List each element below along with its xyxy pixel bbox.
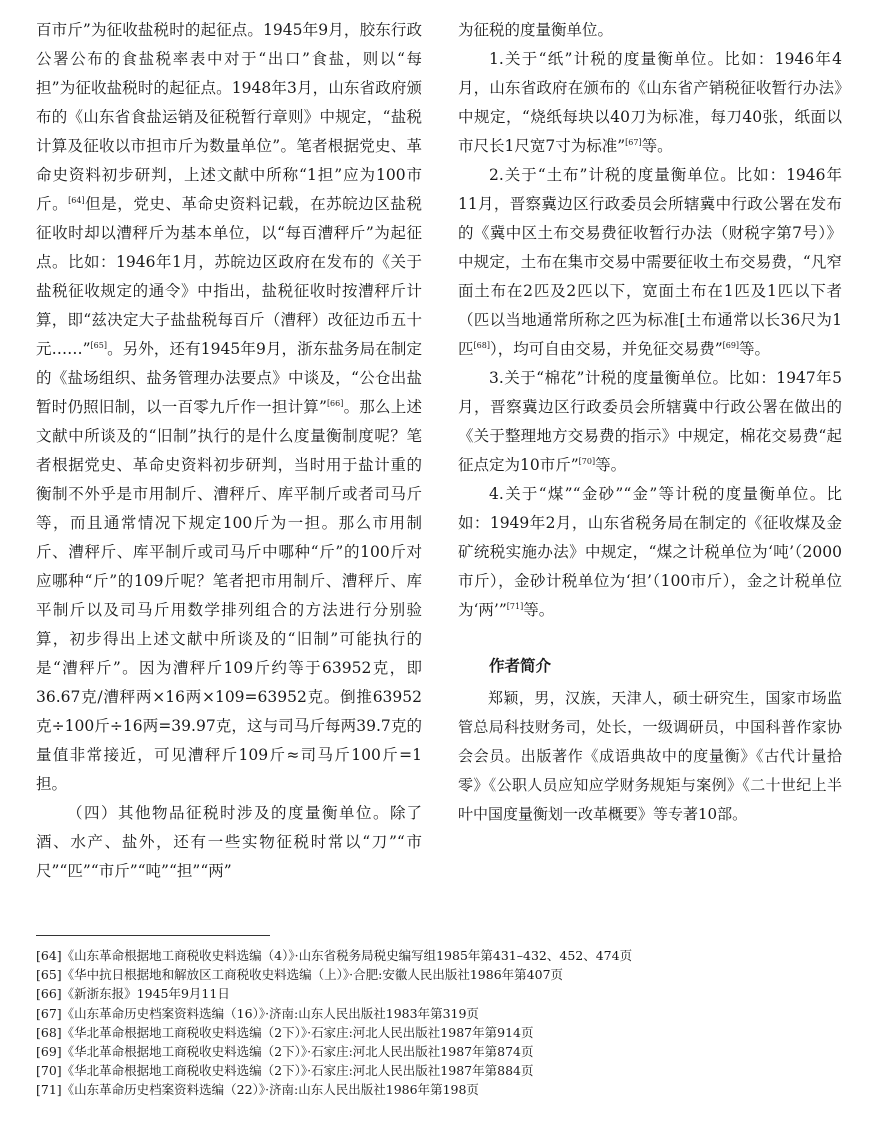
footnote-65: [65]《华中抗日根据地和解放区工商税收史料选编（上）》·合肥:安徽人民出版社1986年第407页 — [36, 967, 564, 983]
text-run: 2.关于“土布”计税的度量衡单位。比如：1946年11月，晋察冀边区行政委员会所辖冀中行政公署在发布的《冀中区土布交易费征收暂行办法（财税字第7号）》中规定，土布在集市交易中需要征收土布交易费，“凡窄面土布在2匹及2匹以下，宽面土布在1匹及1匹以下者（匹以当地通常所称之匹为标准[土布通常以长36尺为1匹 — [458, 166, 842, 358]
footnote-66: [66]《新浙东报》1945年9月11日 — [36, 986, 230, 1002]
footnote-ref: [64] — [68, 195, 85, 205]
text-run: 等。 — [523, 601, 555, 619]
left-paragraph-1 — [36, 16, 422, 799]
right-paragraph-0: 为征税的度量衡单位。 — [458, 21, 614, 39]
subsection-text: 除了酒、水产、盐外，还有一些实物征税时常以“刀”“市尺”“匹”“市斤”“吨”“担”“两” — [36, 804, 422, 880]
text-run: 1.关于“纸”计税的度量衡单位。比如：1946年4月，山东省政府在颁布的《山东省产销税征收暂行办法》中规定，“烧纸每块以40刀为标准，每刀40张，纸面以市尺长1尺宽7寸为标准” — [458, 50, 842, 155]
text-run: 。那么上述文献中所谈及的“旧制”执行的是什么度量衡制度呢？笔者根据党史、革命史资料初步研判，当时用于盐计重的衡制不外乎是市用制斤、漕秤斤、库平制斤或者司马斤等，而且通常情况下规定100斤为一担。那么市用制斤、漕秤斤、库平制斤或司马斤中哪种“斤”的100斤对应哪种“斤”的109斤呢？笔者把市用制斤、漕秤斤、库平制斤以及司马斤用数学排列组合的方法进行分别验算，初步得出上述文献中所谈及的“旧制”可能执行的是“漕秤斤”。因为漕秤斤109斤约等于63952克，即36.67克/漕秤两×16两×109=63952克。倒推63952克÷100斤÷16两=39.97克，这与司马斤每两39.7克的量值非常接近，可见漕秤斤109斤≈司马斤100斤=1担。 — [36, 398, 422, 793]
right-column — [458, 16, 842, 829]
footnote-ref: [66] — [326, 398, 344, 408]
text-run: 3.关于“棉花”计税的度量衡单位。比如：1947年5月，晋察冀边区行政委员会所辖冀中行政公署在做出的《关于整理地方交易费的指示》中规定，棉花交易费“起征点定为10市斤” — [458, 369, 842, 474]
footnote-69: [69]《华北革命根据地工商税收史料选编（2下）》·石家庄:河北人民出版社1987年第874页 — [36, 1044, 534, 1060]
text-run: 4.关于“煤”“金砂”“金”等计税的度量衡单位。比如：1949年2月，山东省税务局在制定的《征收煤及金矿统税实施办法》中规定，“煤之计税单位为‘吨’（2000市斤），金砂计税单位为‘担’（100市斤），金之计税单位为‘两’” — [458, 485, 842, 619]
right-paragraph-2 — [458, 161, 842, 364]
text-run: ），均可自由交易，并免征交易费” — [489, 340, 723, 358]
text-run: 等。 — [739, 340, 771, 358]
footnote-ref: [65] — [90, 340, 107, 350]
subsection-heading: （四）其他物品征税时涉及的度量衡单位。 — [67, 804, 390, 822]
left-column — [36, 16, 422, 886]
text-run: 等。 — [641, 137, 673, 155]
author-bio-title: 作者简介 — [489, 657, 552, 675]
footnote-ref: [71] — [506, 601, 524, 611]
footnote-67: [67]《山东革命历史档案资料选编（16）》·济南:山东人民出版社1983年第319页 — [36, 1005, 479, 1021]
footnote-divider — [36, 935, 270, 936]
footnote-68: [68]《华北革命根据地工商税收史料选编（2下）》·石家庄:河北人民出版社1987年第914页 — [36, 1024, 534, 1040]
text-run: 百市斤”为征收盐税时的起征点。1945年9月，胶东行政公署公布的食盐税率表中对于“出口”食盐，则以“每担”为征收盐税时的起征点。1948年3月，山东省政府颁布的《山东省食盐运销及征税暂行章则》中规定，“盐税计算及征收以市担市斤为数量单位”。笔者根据党史、革命史资料初步研判，上述文献中所称“1担”应为100市斤。 — [36, 21, 422, 213]
text-run: 等。 — [595, 456, 627, 474]
footnote-64: [64]《山东革命根据地工商税收史料选编（4）》·山东省税务局税史编写组1985年第431–432、452、474页 — [36, 948, 633, 963]
footnotes — [36, 946, 856, 1100]
footnote-ref: [68] — [473, 340, 490, 350]
right-paragraph-1 — [458, 45, 842, 161]
text-run: 但是，党史、革命史资料记载，在苏皖边区盐税征收时却以漕秤斤为基本单位，以“每百漕秤斤”为起征点。比如：1946年1月，苏皖边区政府在发布的《关于盐税征收规定的通令》中指出，盐税征收时按漕秤斤计算，即“兹决定大子盐盐税每百斤（漕秤）改征边币五十元……” — [36, 195, 422, 358]
footnote-71: [71]《山东革命历史档案资料选编（22）》·济南:山东人民出版社1986年第198页 — [36, 1082, 479, 1098]
right-paragraph-4 — [458, 480, 842, 625]
text-run: 。另外，还有1945年9月，浙东盐务局在制定的《盐场组织、盐务管理办法要点》中谈及，“公仓出盐暂时仍照旧制，以一百零九斤作一担计算” — [36, 340, 422, 416]
footnote-ref: [70] — [578, 456, 596, 466]
left-paragraph-2 — [36, 799, 422, 886]
footnote-ref: [69] — [722, 340, 740, 350]
footnote-ref: [67] — [625, 137, 642, 147]
footnote-70: [70]《华北革命根据地工商税收史料选编（2下）》·石家庄:河北人民出版社1987年第884页 — [36, 1063, 534, 1079]
author-bio-text: 郑颖，男，汉族，天津人，硕士研究生，国家市场监管总局科技财务司，处长，一级调研员，中国科普作家协会会员。出版著作《成语典故中的度量衡》《古代计量拾零》《公职人员应知应学财务规矩与案例》《二十世纪上半叶中国度量衡划一改革概要》等专著10部。 — [458, 689, 842, 823]
right-paragraph-3 — [458, 364, 842, 480]
